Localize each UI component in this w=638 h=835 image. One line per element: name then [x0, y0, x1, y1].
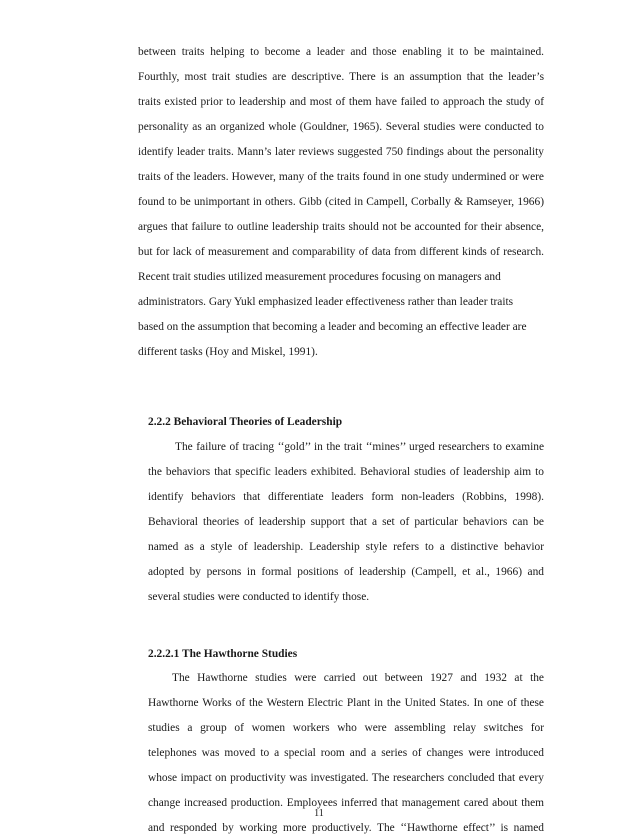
- text-line: but for lack of measurement and comparability of data from different kinds of research.: [138, 246, 544, 258]
- text-line: adopted by persons in formal positions of leadership (Campell, et al., 1966) and: [148, 566, 544, 578]
- section-heading-behavioral: 2.2.2 Behavioral Theories of Leadership: [148, 416, 343, 428]
- text-line: between traits helping to become a leader and those enabling it to be maintained.: [138, 46, 544, 58]
- text-line: identify leader traits. Mann’s later reviews suggested 750 findings about the personality: [138, 146, 544, 158]
- text-line: administrators. Gary Yukl emphasized leader effectiveness rather than leader traits: [138, 296, 514, 308]
- text-line: several studies were conducted to identify those.: [148, 591, 370, 603]
- text-line: The failure of tracing ‘‘gold’’ in the trait ‘‘mines’’ urged researchers to examine: [175, 441, 544, 453]
- text-line: and responded by working more productively. The ‘‘Hawthorne effect’’ is named: [148, 822, 544, 834]
- text-line: the behaviors that specific leaders exhibited. Behavioral studies of leadership aim to: [148, 466, 544, 478]
- text-line: named as a style of leadership. Leadership style refers to a distinctive behavior: [148, 541, 544, 553]
- text-line: Recent trait studies utilized measurement procedures focusing on managers and: [138, 271, 501, 283]
- text-line: whose impact on productivity was investigated. The researchers concluded that every: [148, 772, 544, 784]
- text-line: Hawthorne Works of the Western Electric Plant in the United States. In one of these: [148, 697, 544, 709]
- section-heading-hawthorne: 2.2.2.1 The Hawthorne Studies: [148, 648, 298, 660]
- text-line: change increased production. Employees inferred that management cared about them: [148, 797, 544, 809]
- text-line: Behavioral theories of leadership support that a set of particular behaviors can be: [148, 516, 544, 528]
- text-line: telephones was moved to a special room and a series of changes were introduced: [148, 747, 544, 759]
- text-line: Fourthly, most trait studies are descriptive. There is an assumption that the leader’s: [138, 71, 544, 83]
- text-line: traits existed prior to leadership and most of them have failed to approach the study of: [138, 96, 544, 108]
- text-line: based on the assumption that becoming a leader and becoming an effective leader are: [138, 321, 527, 333]
- text-line: argues that failure to outline leadership traits should not be accounted for their absence,: [138, 221, 544, 233]
- text-line: The Hawthorne studies were carried out between 1927 and 1932 at the: [172, 672, 544, 684]
- text-line: identify behaviors that differentiate leaders form non-leaders (Robbins, 1998).: [148, 491, 544, 503]
- text-line: different tasks (Hoy and Miskel, 1991).: [138, 346, 318, 358]
- page-number: 11: [314, 808, 324, 819]
- text-line: studies a group of women workers who were assembling relay switches for: [148, 722, 544, 734]
- text-line: personality as an organized whole (Gouldner, 1965). Several studies were conducted to: [138, 121, 544, 133]
- text-line: found to be unimportant in others. Gibb (cited in Campell, Corbally & Ramseyer, 1966): [138, 196, 544, 208]
- text-line: traits of the leaders. However, many of the traits found in one study undermined or were: [138, 171, 544, 183]
